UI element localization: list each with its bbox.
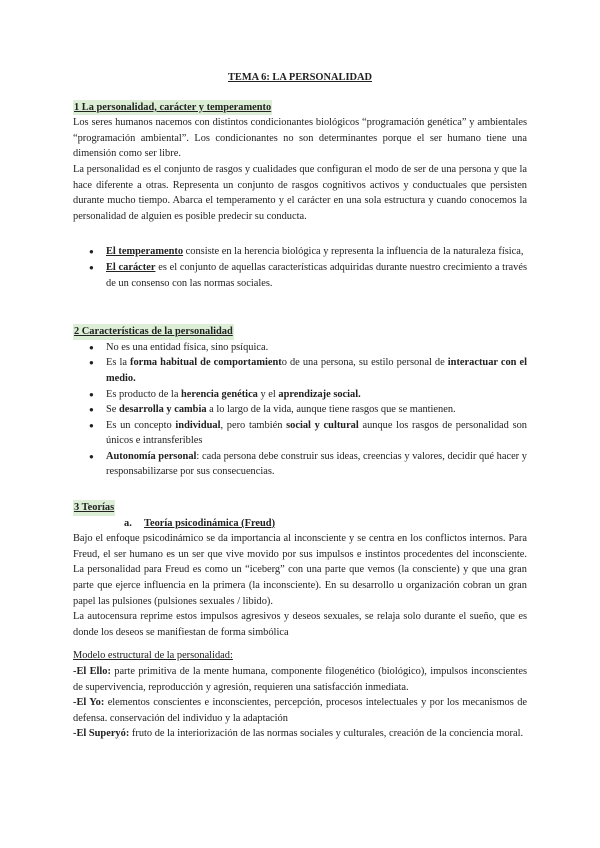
- term-caracter-definition: es el conjunto de aquellas características adquiridas durante nuestro crecimiento a través de un consenso con las normas sociales.: [106, 261, 527, 289]
- section-2-heading: 2 Características de la personalidad: [73, 324, 234, 340]
- list-item: [89, 418, 527, 449]
- list-item: [89, 387, 527, 403]
- document-title: TEMA 6: LA PERSONALIDAD: [227, 72, 373, 83]
- term-caracter: El carácter: [106, 261, 156, 273]
- term-temperamento-definition: consiste en la herencia biológica y representa la influencia de la naturaleza física,: [183, 246, 524, 258]
- model-item-superyo: [73, 726, 527, 742]
- bullet-bold-text: individual: [175, 419, 221, 431]
- bullet-bold-text: Autonomía personal: [106, 450, 197, 462]
- bullet-text: : cada persona debe construir sus ideas, creencias y valores, decidir qué hacer y responsabilizarse por sus consecuencias.: [106, 450, 527, 478]
- bullet-bold-text: herencia genética: [181, 388, 258, 400]
- bullet-text: a lo largo de la vida, aunque tiene rasgos que se mantienen.: [206, 404, 456, 416]
- section-2-bullet-list: [73, 340, 527, 480]
- section-3-paragraph-1: Bajo el enfoque psicodinámico se da importancia al inconsciente y se centra en los conflictos internos. Para Freud, el ser humano es un ser que vive movido por sus impulsos e instintos procedentes del inconsciente. La personalidad para Freud es como un “iceberg” con una parte que vemos (la consciente) y que una gran parte que ejerce influencia en la primera (la inconsciente). En su desarrollo u organización cobran un gran papel las pulsiones (pulsiones sexuales / libido).: [73, 533, 527, 607]
- model-definition: elementos conscientes e inconscientes, percepción, procesos intelectuales y por los mecanismos de defensa. conservación del individuo y la adaptación: [73, 697, 527, 724]
- model-item-ello: [73, 664, 527, 695]
- model-definition: fruto de la interiorización de las normas sociales y culturales, creación de la conciencia moral.: [129, 728, 524, 740]
- bullet-text: aunque los rasgos de personalidad son únicos e intransferibles: [106, 419, 528, 447]
- model-term: -El Ello:: [73, 666, 111, 677]
- section-3-heading: 3 Teorías: [73, 500, 115, 516]
- list-item: [89, 260, 527, 291]
- bullet-text: , pero también: [220, 419, 287, 431]
- bullet-text: y el: [257, 388, 279, 400]
- section-3-paragraph-2: La autocensura reprime estos impulsos agresivos y deseos sexuales, se relaja solo durante el sueño, que es donde los deseos se manifiestan de forma simbólica: [73, 611, 527, 638]
- document-page: [73, 70, 527, 742]
- subsection-heading: [73, 516, 527, 532]
- bullet-text: No es una entidad física, sino psíquica.: [106, 341, 269, 353]
- list-item: [89, 355, 527, 386]
- bullet-bold-text: aprendizaje social.: [278, 388, 361, 400]
- model-title: Modelo estructural de la personalidad:: [73, 650, 233, 662]
- model-item-yo: [73, 695, 527, 726]
- section-1-bullet-list: [73, 244, 527, 291]
- bullet-text: o de una persona, su estilo personal de: [281, 357, 448, 369]
- bullet-text: Es producto de la: [106, 388, 182, 400]
- list-item: [89, 449, 527, 480]
- bullet-bold-text: interactuar con el medio.: [106, 357, 527, 384]
- bullet-text: Se: [106, 404, 119, 416]
- list-item: [89, 340, 527, 356]
- bullet-text: Es la: [106, 357, 130, 369]
- bullet-bold-text: forma habitual de comportamient: [130, 357, 282, 369]
- subsection-number: a.: [124, 517, 132, 529]
- bullet-text: Es un concepto: [106, 419, 176, 431]
- section-1-paragraph-2: La personalidad es el conjunto de rasgos y cualidades que configuran el modo de ser de una persona y que la hace diferente a otras. Representa un conjunto de rasgos cognitivos activos y conductuales que persisten durante mucho tiempo. Abarca el temperamento y el carácter en una sola estructura y cuando conocemos la personalidad de alguien es posible predecir su conducta.: [73, 163, 527, 222]
- bullet-bold-text: social y cultural: [286, 419, 359, 431]
- model-definition: parte primitiva de la mente humana, componente filogenético (biológico), impulsos inconscientes de supervivencia, reproducción y agresión, requieren una satisfacción inmediata.: [73, 666, 527, 693]
- model-term: -El Yo:: [73, 697, 105, 709]
- list-item: [89, 402, 527, 418]
- model-term: -El Superyó:: [73, 728, 130, 740]
- section-1-paragraph-1: Los seres humanos nacemos con distintos condicionantes biológicos “programación genética” y ambientales “programación ambiental”. Los condicionantes no son determinantes porque el ser humano tiene una dimensión como ser libre.: [73, 117, 527, 160]
- section-1-heading: 1 La personalidad, carácter y temperamento: [73, 100, 272, 116]
- subsection-title: Teoría psicodinámica (Freud): [144, 517, 276, 529]
- term-temperamento: El temperamento: [106, 246, 184, 258]
- bullet-bold-text: desarrolla y cambia: [119, 404, 207, 416]
- list-item: [89, 244, 527, 260]
